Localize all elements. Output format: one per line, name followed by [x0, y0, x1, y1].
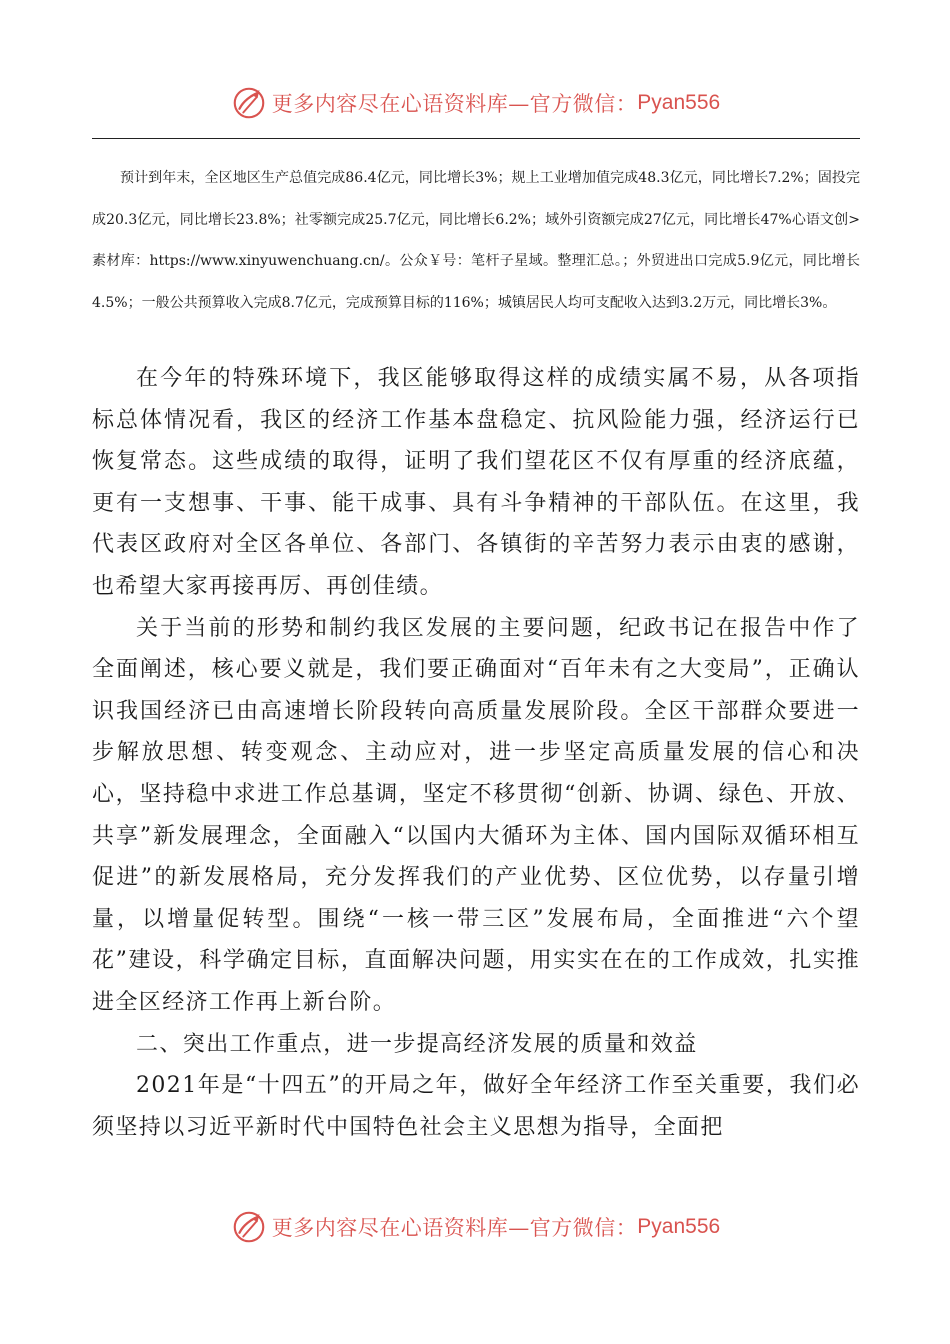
footer-watermark-handle: Pyan556 [637, 1215, 721, 1238]
pen-logo-icon [230, 1208, 268, 1246]
document-body [92, 358, 860, 1148]
intro-statistics-paragraph: 预计到年末，全区地区生产总值完成86.4亿元，同比增长3%；规上工业增加值完成48.3亿元，同比增长7.2%；固投完成20.3亿元，同比增长23.8%；社零额完成25.7亿元，同比增长6.2%；域外引资额完成27亿元，同比增长47%心语文创>素材库：https://www.xinyuwenchuang.cn/。公众￥号：笔杆子星域。整理汇总。；外贸进出口完成5.9亿元，同比增长4.5%；一般公共预算收入完成8.7亿元，完成预算目标的116%；城镇居民人均可支配收入达到3.2万元，同比增长3%。 [92, 170, 860, 311]
header-watermark [0, 84, 950, 122]
header-watermark-text: 更多内容尽在心语资料库—官方微信： [271, 92, 638, 116]
pen-logo-icon [230, 84, 268, 122]
footer-watermark-text: 更多内容尽在心语资料库—官方微信： [271, 1216, 638, 1240]
header-watermark-handle: Pyan556 [637, 91, 721, 114]
body-paragraph: 2021年是“十四五”的开局之年，做好全年经济工作至关重要，我们必须坚持以习近平新时代中国特色社会主义思想为指导，全面把 [92, 1073, 860, 1140]
header-divider [92, 138, 860, 139]
body-paragraph: 在今年的特殊环境下，我区能够取得这样的成绩实属不易，从各项指标总体情况看，我区的经济工作基本盘稳定、抗风险能力强，经济运行已恢复常态。这些成绩的取得，证明了我们望花区不仅有厚重的经济底蕴，更有一支想事、干事、能干成事、具有斗争精神的干部队伍。在这里，我代表区政府对全区各单位、各部门、各镇街的辛苦努力表示由衷的感谢，也希望大家再接再厉、再创佳绩。 [92, 366, 860, 599]
section-heading: 二、突出工作重点，进一步提高经济发展的质量和效益 [136, 1031, 698, 1057]
footer-watermark [0, 1208, 950, 1246]
body-paragraph: 关于当前的形势和制约我区发展的主要问题，纪政书记在报告中作了全面阐述，核心要义就是，我们要正确面对“百年未有之大变局”，正确认识我国经济已由高速增长阶段转向高质量发展阶段。全区干部群众要进一步解放思想、转变观念、主动应对，进一步坚定高质量发展的信心和决心，坚持稳中求进工作总基调，坚定不移贯彻“创新、协调、绿色、开放、共享”新发展理念，全面融入“以国内大循环为主体、国内国际双循环相互促进”的新发展格局，充分发挥我们的产业优势、区位优势，以存量引增量，以增量促转型。围绕“一核一带三区”发展布局，全面推进“六个望花”建设，科学确定目标，直面解决问题，用实实在在的工作成效，扎实推进全区经济工作再上新台阶。 [92, 615, 860, 1015]
